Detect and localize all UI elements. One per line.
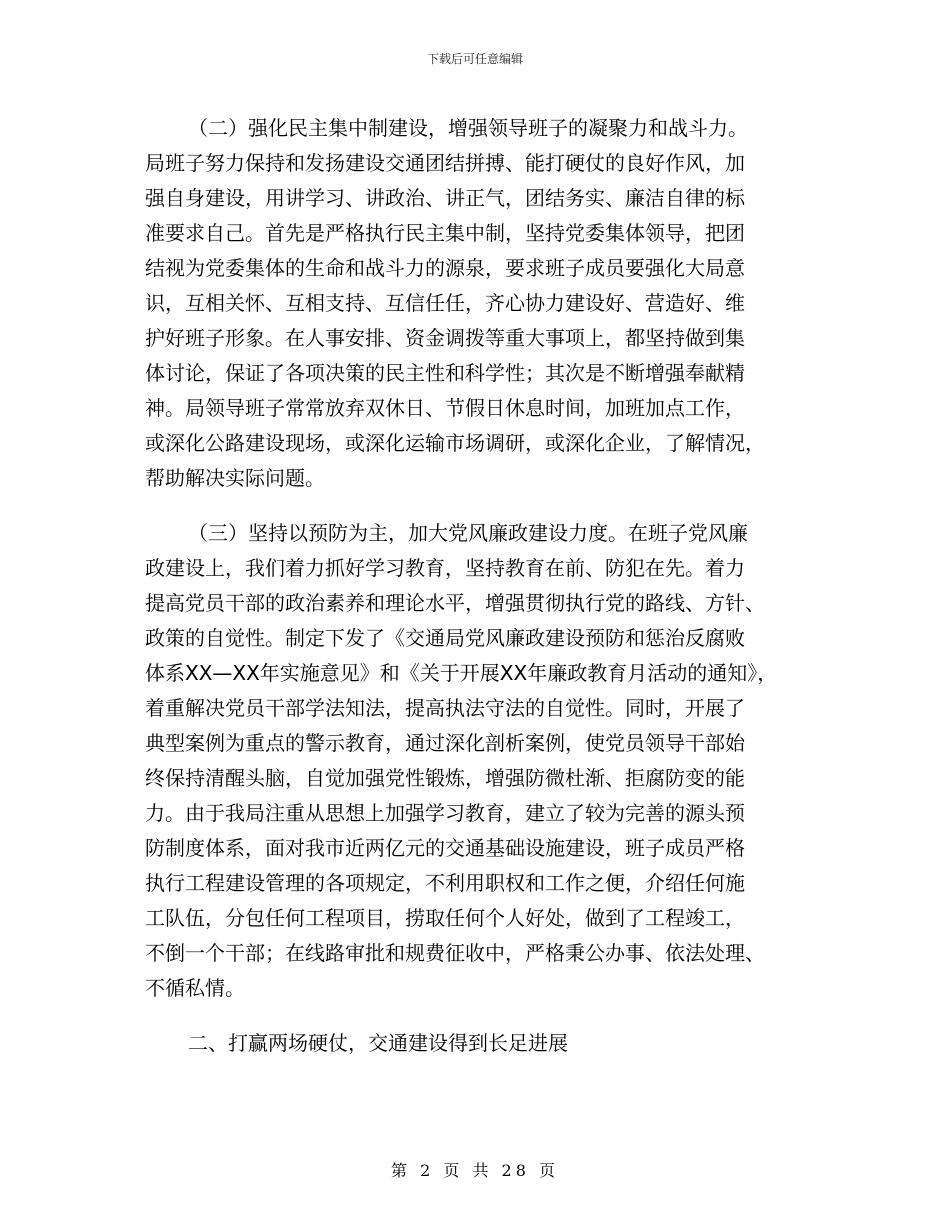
paragraph-line: 不倒一个干部；在线路审批和规费征收中，严格秉公办事、依法处理、 (145, 941, 765, 965)
paragraph-line: 提高党员干部的政治素养和理论水平，增强贯彻执行党的路线、方针、 (145, 591, 765, 615)
paragraph-line: 典型案例为重点的警示教育，通过深化剖析案例，使党员领导干部始 (145, 731, 745, 755)
paragraph-line: 体讨论，保证了各项决策的民主性和科学性；其次是不断增强奉献精 (145, 361, 745, 385)
paragraph-line: （三）坚持以预防为主，加大党风廉政建设力度。在班子党风廉 (188, 521, 748, 545)
paragraph-line: 结视为党委集体的生命和战斗力的源泉，要求班子成员要强化大局意 (145, 256, 745, 280)
paragraph-line: 体系XX—XX年实施意见》和《关于开展XX年廉政教育月活动的通知》， (145, 661, 778, 685)
paragraph-line: 或深化公路建设现场，或深化运输市场调研，或深化企业，了解情况， (145, 431, 765, 455)
paragraph-line: （二）强化民主集中制建设，增强领导班子的凝聚力和战斗力。 (188, 116, 748, 140)
page-footer: 第 2 页 共 28 页 (391, 1161, 559, 1180)
paragraph-line: 政策的自觉性。制定下发了《交通局党风廉政建设预防和惩治反腐败 (145, 626, 745, 650)
paragraph-line: 强自身建设，用讲学习、讲政治、讲正气，团结务实、廉洁自律的标 (145, 186, 745, 210)
page-header: 下载后可任意编辑 (426, 52, 523, 66)
paragraph-line: 防制度体系，面对我市近两亿元的交通基础设施建设，班子成员严格 (145, 836, 745, 860)
paragraph-line: 力。由于我局注重从思想上加强学习教育，建立了较为完善的源头预 (145, 801, 745, 825)
paragraph-line: 局班子努力保持和发扬建设交通团结拼搏、能打硬仗的良好作风，加 (145, 151, 745, 175)
paragraph-line: 工队伍，分包任何工程项目，捞取任何个人好处，做到了工程竣工， (145, 906, 745, 930)
paragraph-line: 护好班子形象。在人事安排、资金调拨等重大事项上，都坚持做到集 (145, 326, 745, 350)
section-heading: 二、打赢两场硬仗，交通建设得到长足进展 (188, 1031, 568, 1055)
paragraph-line: 终保持清醒头脑，自觉加强党性锻炼，增强防微杜渐、拒腐防变的能 (145, 766, 745, 790)
paragraph-line: 识，互相关怀、互相支持、互信任任，齐心协力建设好、营造好、维 (145, 291, 745, 315)
paragraph-line: 不循私情。 (145, 976, 245, 1000)
paragraph-line: 政建设上，我们着力抓好学习教育，坚持教育在前、防犯在先。着力 (145, 556, 745, 580)
paragraph-line: 准要求自己。首先是严格执行民主集中制，坚持党委集体领导，把团 (145, 221, 745, 245)
paragraph-line: 神。局领导班子常常放弃双休日、节假日休息时间，加班加点工作， (145, 396, 745, 420)
paragraph-line: 着重解决党员干部学法知法，提高执法守法的自觉性。同时，开展了 (145, 696, 745, 720)
paragraph-line: 帮助解决实际问题。 (145, 466, 325, 490)
paragraph-line: 执行工程建设管理的各项规定，不利用职权和工作之便，介绍任何施 (145, 871, 745, 895)
